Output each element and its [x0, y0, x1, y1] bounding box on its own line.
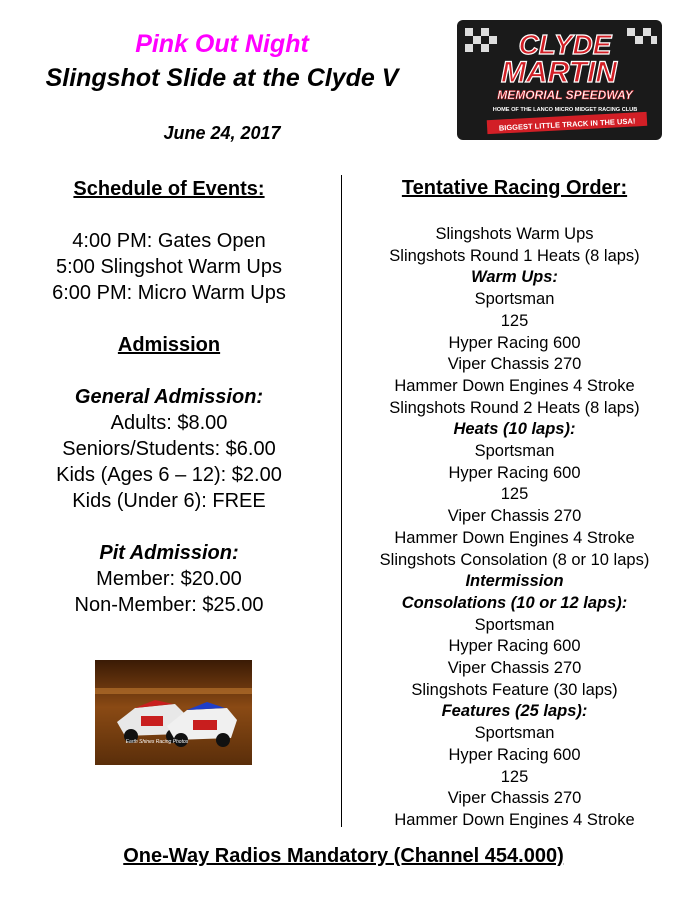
racing-order-item: Hyper Racing 600 — [448, 745, 581, 764]
price-item: Non-Member: $25.00 — [74, 594, 264, 616]
racing-order-section: Intermission — [465, 572, 564, 591]
schedule-heading: Schedule of Events: — [73, 178, 265, 200]
price-item: Kids (Under 6): FREE — [72, 490, 266, 512]
racing-order-item: Slingshots Warm Ups — [435, 225, 594, 243]
speedway-logo — [457, 20, 662, 140]
racing-order-item: Viper Chassis 270 — [447, 507, 582, 526]
admission-heading: Admission — [117, 334, 221, 356]
radio-notice: One-Way Radios Mandatory (Channel 454.000) — [123, 845, 564, 867]
logo-tagline: BIGGEST LITTLE TRACK IN THE USA! — [498, 116, 636, 133]
racing-order-item: Hammer Down Engines 4 Stroke — [394, 376, 635, 395]
racing-order-item: Slingshots Feature (30 laps) — [411, 680, 618, 699]
racing-order-list — [342, 224, 687, 832]
schedule-item: 5:00 Slingshot Warm Ups — [55, 256, 282, 278]
price-item: Member: $20.00 — [96, 568, 242, 590]
racing-order-item: Sportsman — [474, 290, 555, 309]
racing-order-section: Heats (10 laps): — [453, 420, 576, 439]
racing-order-item: Viper Chassis 270 — [447, 659, 582, 678]
price-item: Kids (Ages 6 – 12): $2.00 — [56, 464, 282, 486]
schedule-item: 4:00 PM: Gates Open — [72, 230, 266, 252]
racing-order-item: 125 — [500, 311, 529, 330]
racing-order-item: Viper Chassis 270 — [447, 355, 582, 374]
schedule-item: 6:00 PM: Micro Warm Ups — [52, 282, 286, 304]
price-item: Adults: $8.00 — [110, 412, 228, 434]
racing-order-heading: Tentative Racing Order: — [401, 177, 628, 199]
racing-order-item: Viper Chassis 270 — [447, 789, 582, 808]
logo-line1: CLYDE — [518, 29, 612, 60]
racing-order-item: Slingshots Round 1 Heats (8 laps) — [389, 246, 640, 265]
racing-order-item: 125 — [500, 485, 529, 504]
left-column — [0, 176, 338, 618]
price-item: Seniors/Students: $6.00 — [62, 438, 276, 460]
racing-order-section: Features (25 laps): — [441, 702, 588, 721]
logo-line4: HOME OF THE LANCO MICRO MIDGET RACING CLUB — [492, 107, 638, 113]
event-subtitle: Pink Out Night — [135, 30, 309, 58]
race-car-photo — [95, 660, 252, 765]
event-title: Slingshot Slide at the Clyde V — [45, 64, 399, 92]
racing-order-item: 125 — [500, 767, 529, 786]
racing-order-item: Sportsman — [474, 724, 555, 743]
racing-order-item: Hammer Down Engines 4 Stroke — [394, 810, 635, 829]
racing-order-item: Hammer Down Engines 4 Stroke — [394, 528, 635, 547]
logo-line2: MARTIN — [500, 56, 618, 89]
general-admission-heading: General Admission: — [74, 386, 264, 408]
right-column — [342, 176, 687, 832]
logo-line3: MEMORIAL SPEEDWAY — [497, 88, 633, 102]
racing-order-item: Hyper Racing 600 — [448, 637, 581, 656]
photo-caption: Earth Shines Racing Photos — [125, 739, 189, 745]
racing-order-item: Sportsman — [474, 442, 555, 461]
racing-order-section: Consolations (10 or 12 laps): — [401, 593, 628, 612]
racing-order-item: Sportsman — [474, 615, 555, 634]
racing-order-item: Hyper Racing 600 — [448, 463, 581, 482]
racing-order-section: Warm Ups: — [471, 268, 558, 287]
pit-admission-heading: Pit Admission: — [99, 542, 239, 564]
racing-order-item: Hyper Racing 600 — [448, 333, 581, 352]
event-date: June 24, 2017 — [163, 123, 281, 143]
racing-order-item: Slingshots Consolation (8 or 10 laps) — [379, 550, 650, 569]
racing-order-item: Slingshots Round 2 Heats (8 laps) — [389, 398, 640, 417]
